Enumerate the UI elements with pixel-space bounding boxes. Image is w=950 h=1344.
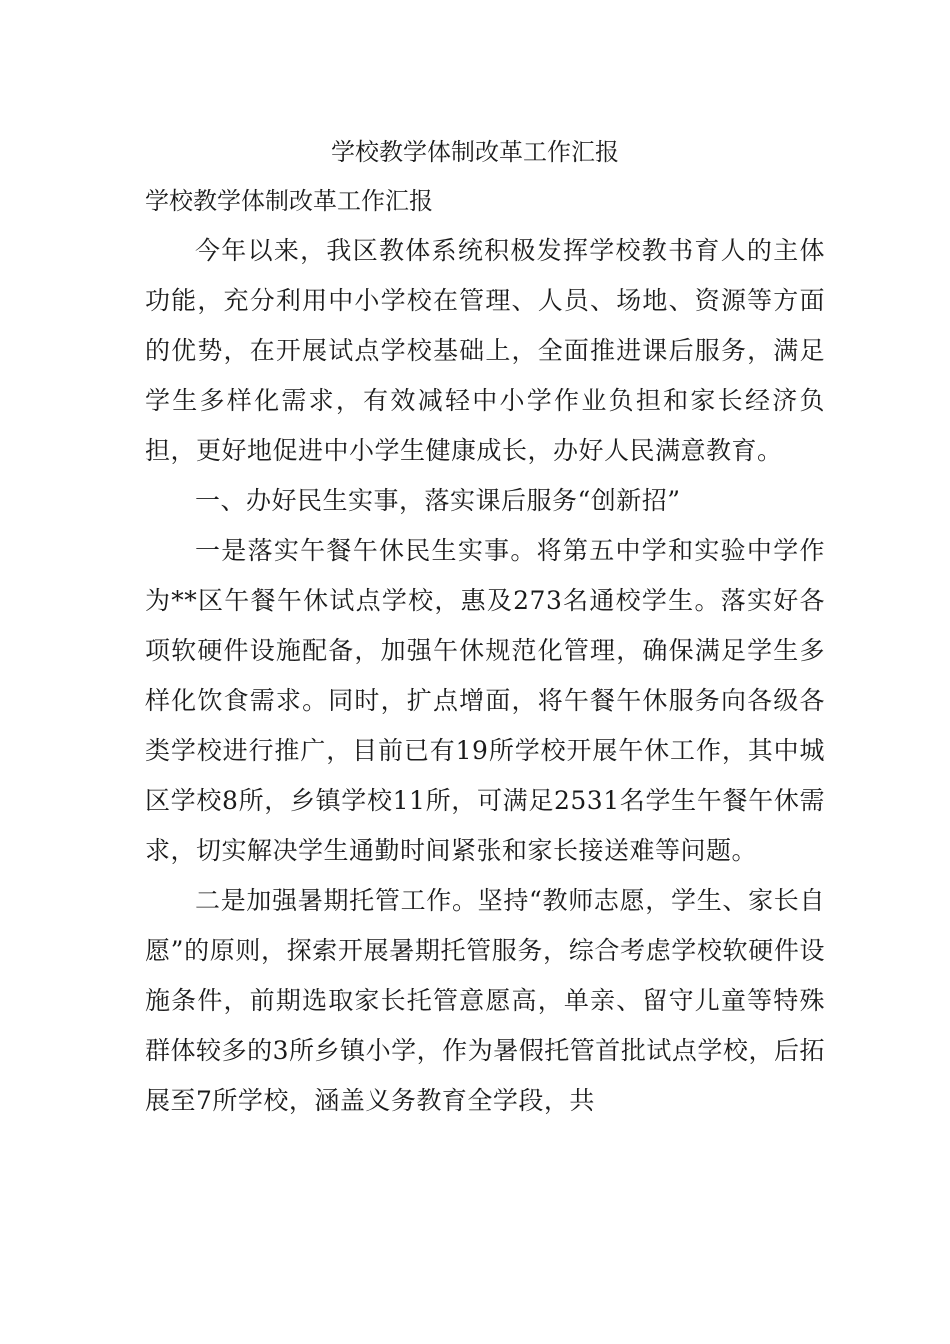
paragraph-intro: 今年以来，我区教体系统积极发挥学校教书育人的主体功能，充分利用中小学校在管理、人员、场地、资源等方面的优势，在开展试点学校基础上，全面推进课后服务，满足学生多样化需求，有效减轻中小学作业负担和家长经济负担，更好地促进中小学生健康成长，办好人民满意教育。 <box>145 236 825 465</box>
document-subtitle: 学校教学体制改革工作汇报 <box>145 187 433 215</box>
paragraph-lunch-rest: 一是落实午餐午休民生实事。将第五中学和实验中学作为**区午餐午休试点学校，惠及273名通校学生。落实好各项软硬件设施配备，加强午休规范化管理，确保满足学生多样化饮食需求。同时，扩点增面，将午餐午休服务向各级各类学校进行推广，目前已有19所学校开展午休工作，其中城区学校8所，乡镇学校11所，可满足2531名学生午餐午休需求，切实解决学生通勤时间紧张和家长接送难等问题。 <box>145 536 825 865</box>
document-body <box>145 226 825 1126</box>
paragraph-summer-care: 二是加强暑期托管工作。坚持“教师志愿，学生、家长自愿”的原则，探索开展暑期托管服务，综合考虑学校软硬件设施条件，前期选取家长托管意愿高，单亲、留守儿童等特殊群体较多的3所乡镇小学，作为暑假托管首批试点学校，后拓展至7所学校，涵盖义务教育全学段，共 <box>145 886 825 1115</box>
document-title: 学校教学体制改革工作汇报 <box>331 138 619 166</box>
section-heading-1: 一、办好民生实事，落实课后服务“创新招” <box>195 486 681 515</box>
